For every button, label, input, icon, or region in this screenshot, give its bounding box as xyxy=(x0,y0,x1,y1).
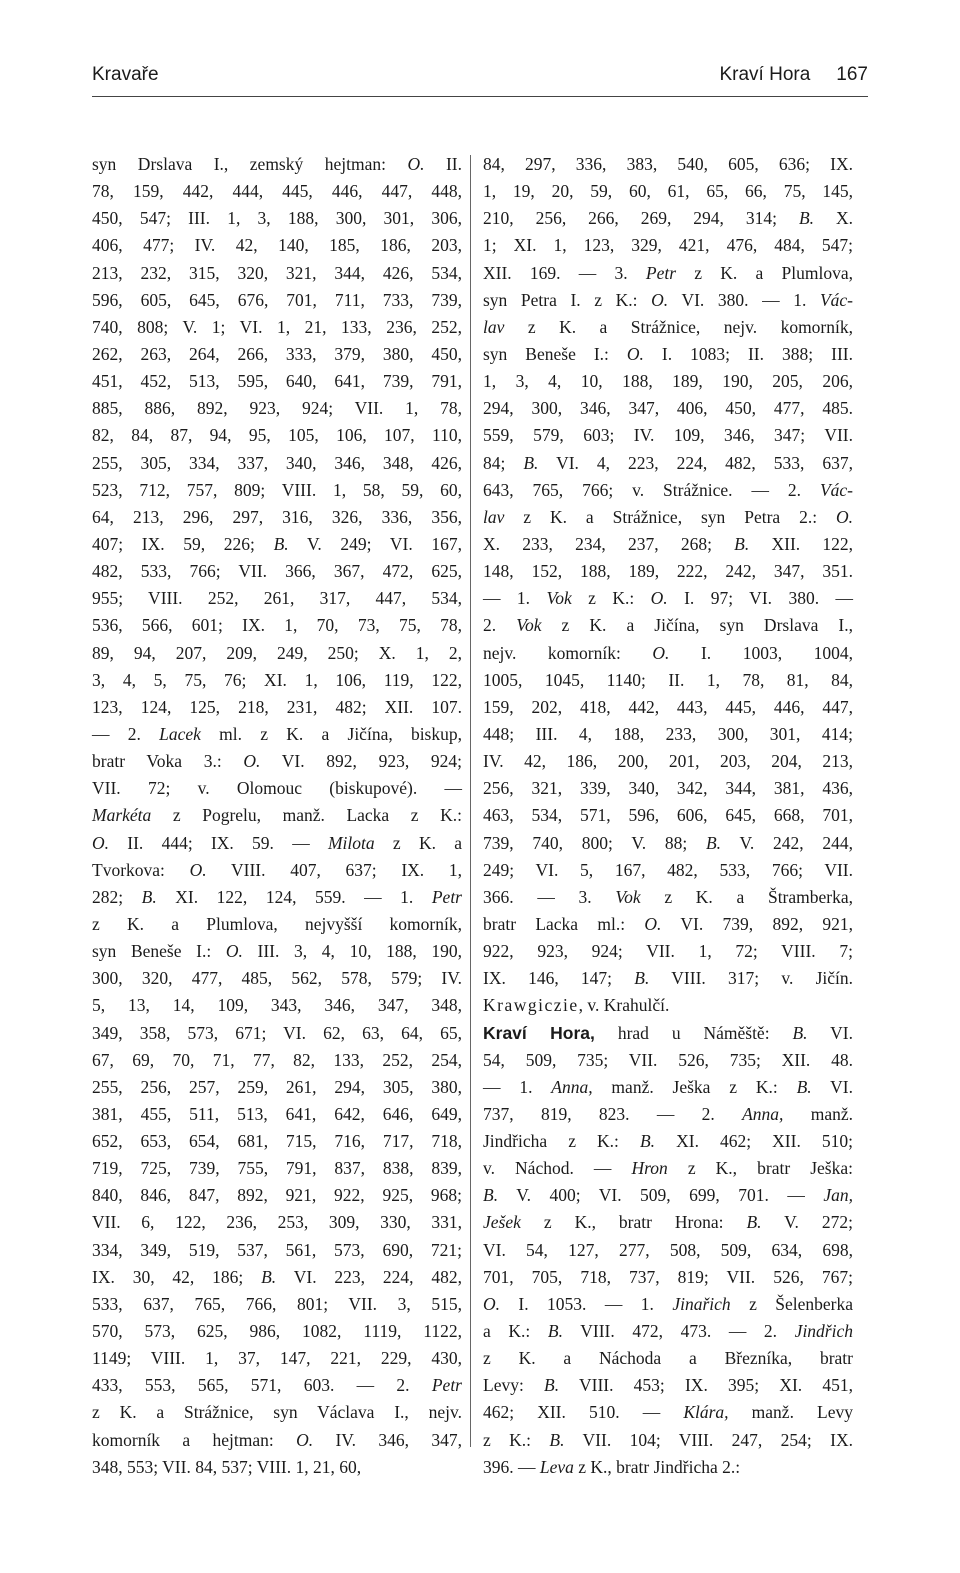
text-run: z K.: xyxy=(571,588,651,609)
text-run: 300, 320, 477, 485, 562, 578, 579; IV. xyxy=(92,968,462,989)
text-line xyxy=(483,504,853,531)
text-line xyxy=(483,884,853,911)
italic-run: B. xyxy=(549,1429,565,1450)
text-run: I. 1003, 1004, xyxy=(669,642,853,663)
text-run: 523, 712, 757, 809; VIII. 1, 58, 59, 60, xyxy=(92,479,462,500)
text-run: 596, 605, 645, 676, 701, 711, 733, 739, xyxy=(92,289,462,310)
italic-run: B. xyxy=(544,1375,560,1396)
text-run: VIII. 317; v. Jičín. xyxy=(649,968,853,989)
italic-run: lav xyxy=(483,506,505,527)
header-right-keyword: Kraví Hora xyxy=(719,64,811,85)
text-line xyxy=(92,232,462,259)
italic-run: Vác- xyxy=(819,289,853,310)
text-run: 840, 846, 847, 892, 921, 922, 925, 968; xyxy=(92,1185,462,1206)
text-line xyxy=(483,1155,853,1182)
text-run: z K.: xyxy=(483,1429,550,1450)
italic-run: Jan, xyxy=(823,1185,853,1206)
text-run: syn Beneše I.: xyxy=(483,343,627,364)
italic-run: B. xyxy=(792,1022,808,1043)
text-line xyxy=(92,422,462,449)
text-run: 2. xyxy=(483,615,517,636)
italic-run: O. xyxy=(483,1293,501,1314)
text-run: 255, 305, 334, 337, 340, 346, 348, 426, xyxy=(92,452,462,473)
text-line xyxy=(92,1454,462,1481)
italic-run: B. xyxy=(483,1185,499,1206)
text-run: hrad u Náměště: xyxy=(594,1022,793,1043)
text-line xyxy=(483,1372,853,1399)
text-run: 448; III. 4, 188, 233, 300, 301, 414; xyxy=(483,723,853,744)
text-line xyxy=(92,260,462,287)
text-line xyxy=(92,1101,462,1128)
page-number: 167 xyxy=(836,64,868,85)
text-run: z K. a Plumlova, nejvyšší komorník, xyxy=(92,913,462,934)
text-line xyxy=(92,938,462,965)
text-line xyxy=(483,1264,853,1291)
text-line xyxy=(92,341,462,368)
italic-run: B. xyxy=(634,968,650,989)
text-line xyxy=(483,1237,853,1264)
text-run: 1005, 1045, 1140; II. 1, 78, 81, 84, xyxy=(483,669,853,690)
text-line xyxy=(92,314,462,341)
text-run: 482, 533, 766; VII. 366, 367, 472, 625, xyxy=(92,561,462,582)
text-line xyxy=(483,178,853,205)
text-run: 348, 553; VII. 84, 537; VIII. 1, 21, 60, xyxy=(92,1456,362,1477)
text-run: z Pogrelu, manž. Lacka z K.: xyxy=(151,805,462,826)
text-run: V. 249; VI. 167, xyxy=(288,533,462,554)
text-run: — 1. xyxy=(483,1076,552,1097)
text-run: IV. 346, 347, xyxy=(313,1429,462,1450)
text-line xyxy=(483,341,853,368)
text-line xyxy=(92,205,462,232)
italic-run: B. xyxy=(261,1266,277,1287)
text-run: 533, 637, 765, 766, 801; VII. 3, 515, xyxy=(92,1293,462,1314)
italic-run: B. xyxy=(273,533,289,554)
text-run: 262, 263, 264, 266, 333, 379, 380, 450, xyxy=(92,343,462,364)
text-run: V. 272; xyxy=(761,1212,853,1233)
text-line xyxy=(483,1318,853,1345)
text-line xyxy=(483,721,853,748)
text-run: bratr Voka 3.: xyxy=(92,751,244,772)
text-run: 885, 886, 892, 923, 924; VII. 1, 78, xyxy=(92,398,462,419)
text-line xyxy=(483,965,853,992)
text-run: 740, 808; V. 1; VI. 1, 21, 133, 236, 252, xyxy=(92,316,462,337)
text-run: XII. 122, xyxy=(749,533,854,554)
text-run: , v. Krahulčí. xyxy=(578,995,670,1016)
column-divider xyxy=(470,155,471,1447)
text-run: Levy: xyxy=(483,1375,545,1396)
left-column xyxy=(92,151,462,1481)
italic-run: B. xyxy=(523,452,539,473)
text-run: z K., bratr Hrona: xyxy=(520,1212,747,1233)
italic-run: Anna, xyxy=(742,1103,784,1124)
text-line xyxy=(92,775,462,802)
text-run: X. 233, 234, 237, 268; xyxy=(483,533,735,554)
text-line xyxy=(92,477,462,504)
text-run: z K. a Plumlova, xyxy=(676,262,854,283)
text-run: X. xyxy=(814,208,853,229)
italic-run: O. xyxy=(296,1429,314,1450)
text-run: I. 1083; II. 388; III. xyxy=(643,343,853,364)
text-line xyxy=(483,1074,853,1101)
text-line xyxy=(483,748,853,775)
text-line xyxy=(483,1291,853,1318)
text-run: 256, 321, 339, 340, 342, 344, 381, 436, xyxy=(483,778,853,799)
text-run: 643, 765, 766; v. Strážnice. — 2. xyxy=(483,479,820,500)
text-run: komorník a hejtman: xyxy=(92,1429,297,1450)
text-run: Tvorkova: xyxy=(92,859,190,880)
text-line xyxy=(92,151,462,178)
italic-run: O. xyxy=(92,832,110,853)
italic-run: Vok xyxy=(516,615,542,636)
text-run: syn Petra I. z K.: xyxy=(483,289,652,310)
text-run: nejv. komorník: xyxy=(483,642,653,663)
text-line xyxy=(92,178,462,205)
italic-run: O. xyxy=(243,751,261,772)
italic-run: Markéta xyxy=(92,805,152,826)
text-line xyxy=(483,775,853,802)
text-line xyxy=(92,1237,462,1264)
text-run: z K. a Jičína, syn Drslava I., xyxy=(541,615,854,636)
text-run: I. 1053. — 1. xyxy=(500,1293,673,1314)
italic-run: Leva xyxy=(539,1456,574,1477)
text-run: 406, 477; IV. 42, 140, 185, 186, 203, xyxy=(92,235,462,256)
text-run: 450, 547; III. 1, 3, 188, 300, 301, 306, xyxy=(92,208,462,229)
text-line xyxy=(92,911,462,938)
text-run: syn Drslava I., zemský hejtman: xyxy=(92,154,408,174)
text-run: 652, 653, 654, 681, 715, 716, 717, 718, xyxy=(92,1131,462,1152)
text-line xyxy=(483,612,853,639)
text-line xyxy=(92,585,462,612)
italic-run: B. xyxy=(746,1212,762,1233)
text-run: 536, 566, 601; IX. 1, 70, 73, 75, 78, xyxy=(92,615,462,636)
text-run: z K. a Štramberka, xyxy=(640,886,853,907)
text-line xyxy=(483,1209,853,1236)
text-line xyxy=(92,287,462,314)
text-line xyxy=(483,1020,853,1047)
text-run: VII. 72; v. Olomouc (biskupové). — xyxy=(92,778,462,799)
text-run: Krawgiczie xyxy=(483,995,579,1016)
text-run: 54, 509, 735; VII. 526, 735; XII. 48. xyxy=(483,1049,853,1070)
text-run: z K. a Strážnice, nejv. komorník, xyxy=(504,316,853,337)
text-run: 282; xyxy=(92,886,142,907)
text-run: 67, 69, 70, 71, 77, 82, 133, 252, 254, xyxy=(92,1049,462,1070)
text-run: z K. a Strážnice, syn Petra 2.: xyxy=(504,506,836,527)
text-line xyxy=(92,368,462,395)
text-line xyxy=(92,1372,462,1399)
italic-run: Petr xyxy=(431,1375,462,1396)
text-run: 570, 573, 625, 986, 1082, 1119, 1122, xyxy=(92,1321,462,1342)
text-line xyxy=(483,640,853,667)
italic-run: B. xyxy=(734,533,750,554)
text-line xyxy=(92,965,462,992)
text-line xyxy=(92,1182,462,1209)
text-run: 249; VI. 5, 167, 482, 533, 766; VII. xyxy=(483,859,853,880)
italic-run: B. xyxy=(705,832,722,853)
text-run: 701, 705, 718, 737, 819; VII. 526, 767; xyxy=(483,1266,853,1287)
text-line xyxy=(92,1427,462,1454)
text-run: 210, 256, 266, 269, 294, 314; xyxy=(483,208,799,229)
text-run: VI. xyxy=(811,1076,853,1097)
text-line xyxy=(92,1209,462,1236)
italic-run: B. xyxy=(547,1321,563,1342)
text-line xyxy=(483,1047,853,1074)
text-line xyxy=(92,830,462,857)
text-run: 433, 553, 565, 571, 603. — 2. xyxy=(92,1375,432,1396)
text-run: 89, 94, 207, 209, 249, 250; X. 1, 2, xyxy=(92,642,462,663)
text-line xyxy=(483,1182,853,1209)
text-run: — 2. xyxy=(92,723,160,744)
text-line xyxy=(483,477,853,504)
text-line xyxy=(92,1345,462,1372)
text-line xyxy=(483,1399,853,1426)
italic-run: Klára, xyxy=(683,1402,729,1423)
text-run: 64, 213, 296, 297, 316, 326, 336, 356, xyxy=(92,506,462,527)
text-run: 451, 452, 513, 595, 640, 641, 739, 791, xyxy=(92,371,462,392)
text-run: 255, 256, 257, 259, 261, 294, 305, 380, xyxy=(92,1076,462,1097)
text-run: 123, 124, 125, 218, 231, 482; XII. 107. xyxy=(92,696,462,717)
text-run: 84, 297, 336, 383, 540, 605, 636; IX. xyxy=(483,154,853,174)
text-run: 463, 534, 571, 596, 606, 645, 668, 701, xyxy=(483,805,853,826)
italic-run: Lacek xyxy=(159,723,201,744)
text-line xyxy=(483,260,853,287)
italic-run: B. xyxy=(798,208,815,229)
italic-run: O. xyxy=(189,859,207,880)
text-run: IX. 146, 147; xyxy=(483,968,635,989)
text-run: VI. 223, 224, 482, xyxy=(276,1266,462,1287)
italic-run: B. xyxy=(141,886,157,907)
italic-run: Jinařich xyxy=(672,1293,731,1314)
text-line xyxy=(92,1291,462,1318)
text-run: 1; XI. 1, 123, 329, 421, 476, 484, 547; xyxy=(483,235,853,256)
text-run: VIII. 407, 637; IX. 1, xyxy=(206,859,462,880)
text-run: 737, 819, 823. — 2. xyxy=(483,1103,743,1124)
text-run: z Šelenberka xyxy=(730,1293,854,1314)
text-line xyxy=(92,667,462,694)
text-line xyxy=(483,558,853,585)
text-line xyxy=(92,857,462,884)
text-line xyxy=(483,151,853,178)
text-run: 148, 152, 188, 189, 222, 242, 347, 351. xyxy=(483,561,853,582)
text-line xyxy=(92,395,462,422)
italic-run: Vok xyxy=(546,588,572,609)
text-line xyxy=(483,667,853,694)
text-line xyxy=(483,1454,853,1481)
text-run: XI. 462; XII. 510; xyxy=(655,1131,854,1152)
text-run: z K. a Náchoda a Březníka, bratr xyxy=(483,1348,853,1369)
text-line xyxy=(483,992,853,1019)
text-line xyxy=(92,721,462,748)
text-run: 349, 358, 573, 671; VI. 62, 63, 64, 65, xyxy=(92,1022,462,1043)
text-run: 213, 232, 315, 320, 321, 344, 426, 534, xyxy=(92,262,462,283)
italic-run: B. xyxy=(639,1131,656,1152)
text-run: z K. a Strážnice, syn Václava I., nejv. xyxy=(92,1402,462,1423)
entry-headword: Kraví Hora, xyxy=(483,1022,595,1043)
text-run: manž. xyxy=(783,1103,853,1124)
text-run: z K., bratr Jindřicha 2.: xyxy=(573,1456,741,1477)
text-line xyxy=(483,314,853,341)
text-line xyxy=(483,1101,853,1128)
text-run: 955; VIII. 252, 261, 317, 447, 534, xyxy=(92,588,462,609)
italic-run: O. xyxy=(650,588,668,609)
text-line xyxy=(483,585,853,612)
text-line xyxy=(483,232,853,259)
text-line xyxy=(92,748,462,775)
text-run: VIII. 472, 473. — 2. xyxy=(562,1321,795,1342)
italic-run: Jindřich xyxy=(794,1321,853,1342)
text-run: a K.: xyxy=(483,1321,548,1342)
text-line xyxy=(92,694,462,721)
text-run: 1, 3, 4, 10, 188, 189, 190, 205, 206, xyxy=(483,371,853,392)
italic-run: O. xyxy=(652,642,670,663)
text-line xyxy=(92,884,462,911)
text-line xyxy=(483,830,853,857)
text-line xyxy=(483,911,853,938)
text-run: 559, 579, 603; IV. 109, 346, 347; VII. xyxy=(483,425,853,446)
header-right xyxy=(719,64,868,86)
italic-run: O. xyxy=(835,506,853,527)
text-line xyxy=(92,504,462,531)
italic-run: B. xyxy=(796,1076,812,1097)
text-line xyxy=(483,802,853,829)
text-run: 922, 923, 924; VII. 1, 72; VIII. 7; xyxy=(483,941,853,962)
text-line xyxy=(483,368,853,395)
text-run: VI. 380. — 1. xyxy=(668,289,820,310)
text-run: VI. 4, 223, 224, 482, 533, 637, xyxy=(538,452,853,473)
text-run: z K., bratr Ješka: xyxy=(667,1158,853,1179)
italic-run: O. xyxy=(225,941,243,962)
text-line xyxy=(92,1399,462,1426)
text-run: 78, 159, 442, 444, 445, 446, 447, 448, xyxy=(92,181,462,202)
text-line xyxy=(92,531,462,558)
text-run: III. 3, 4, 10, 188, 190, xyxy=(242,941,462,962)
italic-run: Anna, xyxy=(551,1076,593,1097)
text-run: 1149; VIII. 1, 37, 147, 221, 229, 430, xyxy=(92,1348,462,1369)
text-line xyxy=(92,612,462,639)
text-run: 462; XII. 510. — xyxy=(483,1402,684,1423)
text-line xyxy=(92,1264,462,1291)
italic-run: lav xyxy=(483,316,505,337)
text-run: v. Náchod. — xyxy=(483,1158,632,1179)
text-line xyxy=(92,450,462,477)
header-left-keyword: Kravaře xyxy=(92,64,159,85)
text-run: syn Beneše I.: xyxy=(92,941,226,962)
text-run: VIII. 453; IX. 395; XI. 451, xyxy=(559,1375,853,1396)
running-header xyxy=(92,62,868,97)
text-run: 407; IX. 59, 226; xyxy=(92,533,274,554)
text-run: V. 242, 244, xyxy=(721,832,853,853)
text-line xyxy=(483,938,853,965)
text-line xyxy=(92,992,462,1019)
text-run: V. 400; VI. 509, 699, 701. — xyxy=(498,1185,824,1206)
italic-run: O. xyxy=(644,913,662,934)
text-line xyxy=(92,1074,462,1101)
text-run: z K. a xyxy=(374,832,462,853)
text-run: VI. 739, 892, 921, xyxy=(661,913,853,934)
text-run: 739, 740, 800; V. 88; xyxy=(483,832,706,853)
text-line xyxy=(92,1155,462,1182)
italic-run: Ješek xyxy=(483,1212,521,1233)
text-line xyxy=(92,1020,462,1047)
italic-run: O. xyxy=(626,343,644,364)
text-run: 82, 84, 87, 94, 95, 105, 106, 107, 110, xyxy=(92,425,462,446)
text-run: XI. 122, 124, 559. — 1. xyxy=(156,886,432,907)
text-line xyxy=(483,450,853,477)
text-line xyxy=(483,531,853,558)
text-line xyxy=(483,1345,853,1372)
text-run: VI. xyxy=(807,1022,853,1043)
text-line xyxy=(483,694,853,721)
text-run: VII. 6, 122, 236, 253, 309, 330, 331, xyxy=(92,1212,462,1233)
text-run: manž. Levy xyxy=(728,1402,853,1423)
italic-run: Petr xyxy=(431,886,462,907)
text-line xyxy=(483,1128,853,1155)
italic-run: O. xyxy=(651,289,669,310)
text-run: 396. — xyxy=(483,1456,540,1477)
text-run: 84; xyxy=(483,452,524,473)
text-run: manž. Ješka z K.: xyxy=(592,1076,797,1097)
text-line xyxy=(92,1318,462,1345)
text-run: IX. 30, 42, 186; xyxy=(92,1266,262,1287)
italic-run: Vác- xyxy=(819,479,853,500)
text-run: bratr Lacka ml.: xyxy=(483,913,645,934)
text-run: 3, 4, 5, 75, 76; XI. 1, 106, 119, 122, xyxy=(92,669,462,690)
italic-run: Milota xyxy=(327,832,375,853)
text-line xyxy=(92,1128,462,1155)
italic-run: O. xyxy=(407,154,425,174)
text-line xyxy=(92,1047,462,1074)
text-run: 1, 19, 20, 59, 60, 61, 65, 66, 75, 145, xyxy=(483,181,853,202)
text-run: 381, 455, 511, 513, 641, 642, 646, 649, xyxy=(92,1103,462,1124)
text-run: 334, 349, 519, 537, 561, 573, 690, 721; xyxy=(92,1239,462,1260)
text-run: II. 444; IX. 59. — xyxy=(109,832,328,853)
right-column xyxy=(483,151,853,1481)
text-line xyxy=(92,802,462,829)
text-line xyxy=(483,422,853,449)
text-run: II. xyxy=(424,154,462,174)
text-run: Jindřicha z K.: xyxy=(483,1131,640,1152)
text-line xyxy=(483,857,853,884)
text-line xyxy=(483,287,853,314)
text-run: — 1. xyxy=(483,588,547,609)
text-run: XII. 169. — 3. xyxy=(483,262,646,283)
italic-run: Petr xyxy=(645,262,677,283)
text-run: 5, 13, 14, 109, 343, 346, 347, 348, xyxy=(92,995,462,1016)
text-run: VI. 892, 923, 924; xyxy=(260,751,462,772)
text-run: ml. z K. a Jičína, biskup, xyxy=(200,723,462,744)
text-run: 159, 202, 418, 442, 443, 445, 446, 447, xyxy=(483,696,853,717)
italic-run: Hron xyxy=(631,1158,668,1179)
text-run: 366. — 3. xyxy=(483,886,616,907)
text-run: 294, 300, 346, 347, 406, 450, 477, 485. xyxy=(483,398,853,419)
text-run: 719, 725, 739, 755, 791, 837, 838, 839, xyxy=(92,1158,462,1179)
italic-run: Vok xyxy=(615,886,641,907)
text-run: VII. 104; VIII. 247, 254; IX. xyxy=(564,1429,853,1450)
text-line xyxy=(483,1427,853,1454)
text-run: I. 97; VI. 380. — xyxy=(667,588,853,609)
text-line xyxy=(483,395,853,422)
text-line xyxy=(92,640,462,667)
text-run: IV. 42, 186, 200, 201, 203, 204, 213, xyxy=(483,751,853,772)
text-line xyxy=(483,205,853,232)
text-line xyxy=(92,558,462,585)
text-run: VI. 54, 127, 277, 508, 509, 634, 698, xyxy=(483,1239,853,1260)
